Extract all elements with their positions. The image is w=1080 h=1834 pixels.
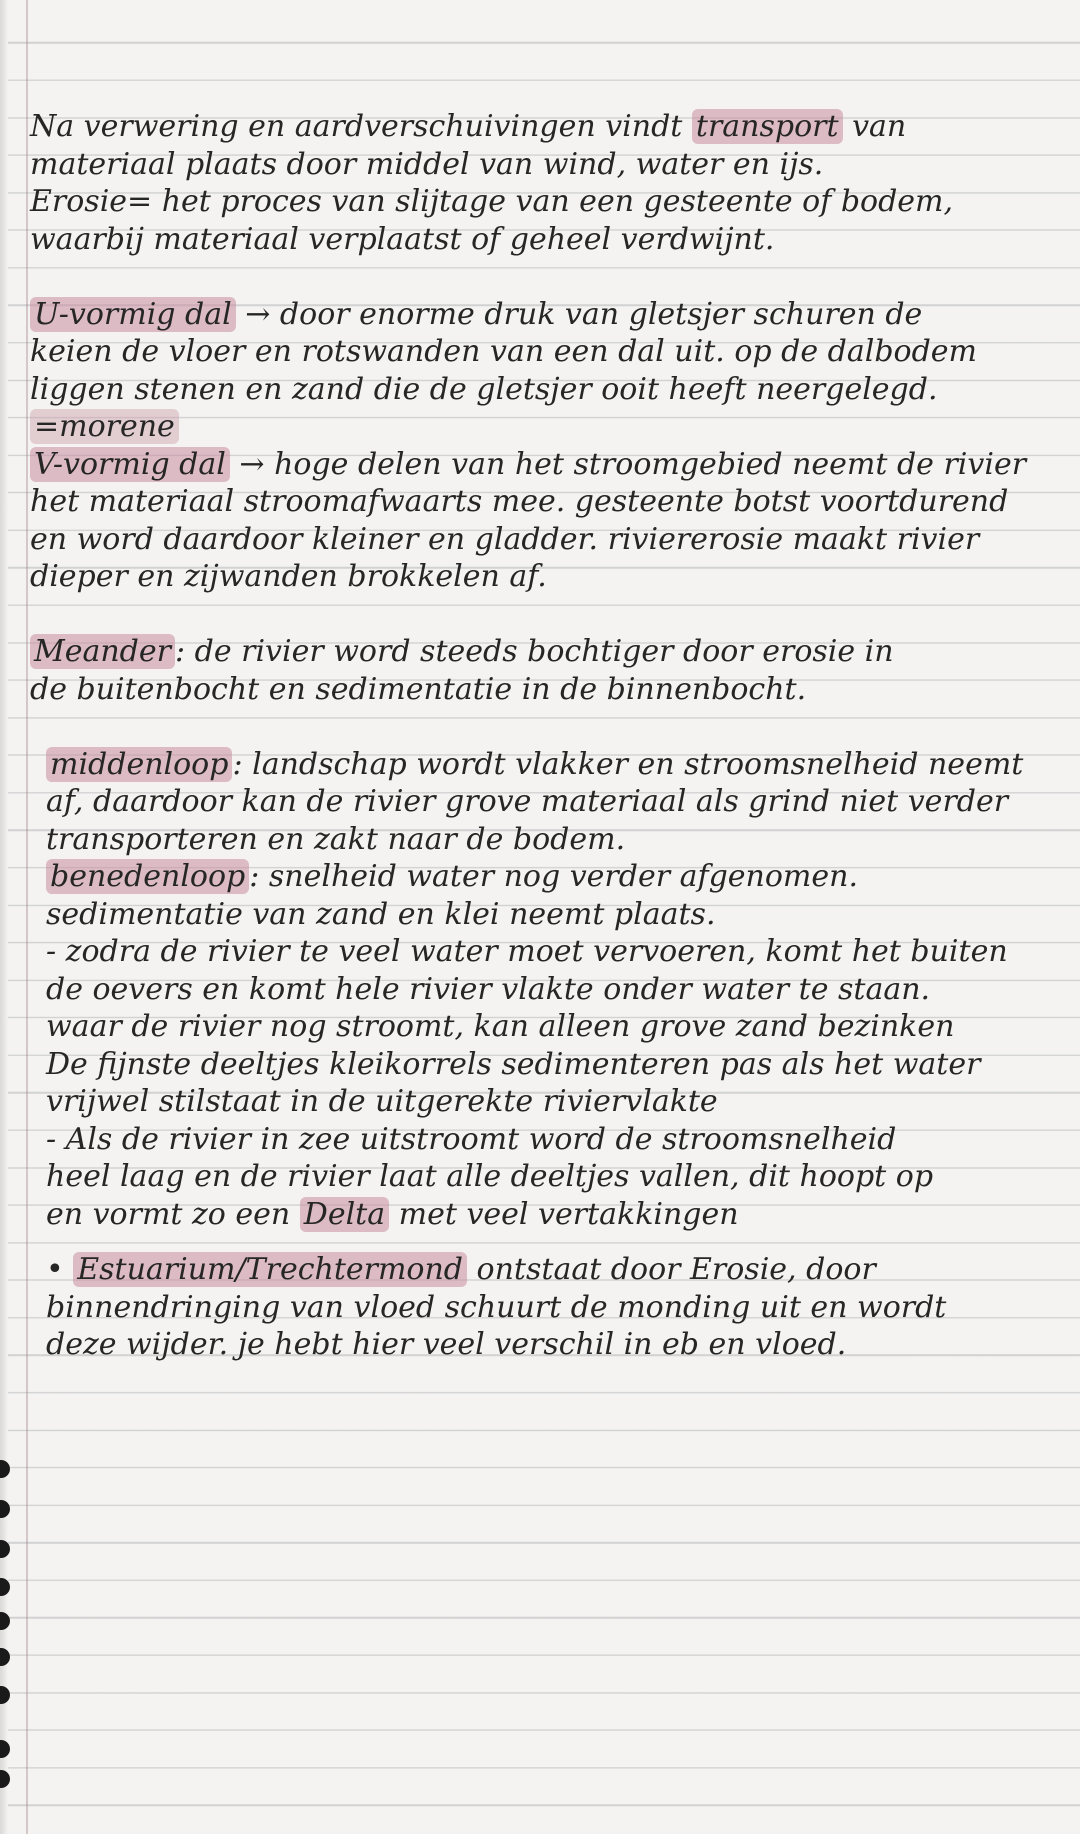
spacer <box>30 596 1065 634</box>
highlighted-term: V-vormig dal <box>30 447 230 482</box>
note-text: van <box>842 109 907 144</box>
handwritten-notes <box>30 108 1065 1364</box>
note-text: ontstaat door Erosie, door <box>467 1252 876 1287</box>
note-text: waarbij materiaal verplaatst of geheel verdwijnt. <box>30 221 775 257</box>
note-text: en vormt zo een <box>46 1196 300 1232</box>
binder-hole <box>0 1648 10 1666</box>
note-text: transporteren en zakt naar de bodem. <box>46 821 626 857</box>
note-line <box>30 671 1065 709</box>
binder-hole <box>0 1740 10 1758</box>
highlighted-term: Delta <box>300 1197 389 1232</box>
note-text: materiaal plaats door middel van wind, water en ijs. <box>30 146 824 182</box>
note-line <box>46 971 1065 1009</box>
note-line <box>46 1196 1065 1234</box>
note-line <box>46 821 1065 859</box>
spacer <box>30 258 1065 296</box>
note-line <box>30 408 1065 446</box>
note-line <box>30 371 1065 409</box>
note-line <box>30 296 1065 334</box>
note-line <box>46 783 1065 821</box>
binder-hole <box>0 1540 10 1558</box>
note-line <box>46 1326 1065 1364</box>
note-line <box>46 1251 1065 1289</box>
note-line <box>30 146 1065 184</box>
margin-line <box>26 0 28 1834</box>
note-text: af, daardoor kan de rivier grove materiaal als grind niet verder <box>46 784 1009 819</box>
note-text: : de rivier word steeds bochtiger door erosie in <box>174 634 894 669</box>
note-text: • <box>46 1252 74 1287</box>
note-text: de buitenbocht en sedimentatie in de binnenbocht. <box>30 671 807 707</box>
highlighted-term: =morene <box>30 409 179 444</box>
note-text: en word daardoor kleiner en gladder. riviererosie maakt rivier <box>30 521 980 557</box>
paragraph-u-vormig-dal <box>30 296 1065 446</box>
highlighted-term: transport <box>692 109 843 144</box>
note-text: - Als de rivier in zee uitstroomt word de stroomsnelheid <box>46 1121 897 1157</box>
note-line <box>46 896 1065 934</box>
spacer <box>30 708 1065 746</box>
note-text: de oevers en komt hele rivier vlakte onder water te staan. <box>46 971 931 1007</box>
note-text: De fijnste deeltjes kleikorrels sedimenteren pas als het water <box>46 1046 981 1082</box>
paragraph-estuarium <box>30 1251 1065 1364</box>
note-text: met veel vertakkingen <box>389 1196 739 1232</box>
note-text: : snelheid water nog verder afgenomen. <box>249 859 858 894</box>
note-line <box>46 746 1065 784</box>
highlighted-term: Meander <box>30 634 175 669</box>
note-text: vrijwel stilstaat in de uitgerekte riviervlakte <box>46 1084 718 1119</box>
paragraph-v-vormig-dal <box>30 446 1065 596</box>
note-text: heel laag en de rivier laat alle deeltjes vallen, dit hoopt op <box>46 1159 934 1194</box>
note-text: het materiaal stroomafwaarts mee. gesteente botst voortdurend <box>30 484 1009 519</box>
binder-hole <box>0 1460 10 1478</box>
note-line <box>30 333 1065 371</box>
note-line <box>30 521 1065 559</box>
highlighted-term: middenloop <box>46 747 232 782</box>
binder-hole <box>0 1612 10 1630</box>
note-line <box>46 1289 1065 1327</box>
note-line <box>30 483 1065 521</box>
note-text: waar de rivier nog stroomt, kan alleen grove zand bezinken <box>46 1009 955 1044</box>
note-line <box>46 1121 1065 1159</box>
note-line <box>30 183 1065 221</box>
note-text: → hoge delen van het stroomgebied neemt de rivier <box>229 446 1027 482</box>
note-line <box>30 221 1065 259</box>
note-line <box>46 858 1065 896</box>
note-line <box>46 933 1065 971</box>
note-text: binnendringing van vloed schuurt de monding uit en wordt <box>46 1289 947 1325</box>
note-text: Na verwering en aardverschuivingen vindt <box>30 109 692 144</box>
note-line <box>30 633 1065 671</box>
note-text: : landschap wordt vlakker en stroomsnelheid neemt <box>232 746 1024 782</box>
note-line <box>30 446 1065 484</box>
note-text: - zodra de rivier te veel water moet vervoeren, komt het buiten <box>46 934 1008 969</box>
note-line <box>30 558 1065 596</box>
highlighted-term: benedenloop <box>46 859 249 894</box>
binder-hole <box>0 1770 10 1788</box>
note-text: → door enorme druk van gletsjer schuren de <box>235 296 923 332</box>
note-line <box>46 1158 1065 1196</box>
note-line <box>46 1008 1065 1046</box>
note-text: liggen stenen en zand die de gletsjer ooit heeft neergelegd. <box>30 371 938 407</box>
paragraph-middenloop-benedenloop <box>30 746 1065 1234</box>
note-text: sedimentatie van zand en klei neemt plaats. <box>46 896 716 932</box>
highlighted-term: Estuarium/Trechtermond <box>73 1252 467 1287</box>
note-line <box>30 108 1065 146</box>
binder-hole <box>0 1578 10 1596</box>
page-edge <box>0 0 8 1834</box>
spacer <box>30 1233 1065 1251</box>
note-line <box>46 1083 1065 1121</box>
paragraph-transport-erosie <box>30 108 1065 258</box>
note-text: deze wijder. je hebt hier veel verschil in eb en vloed. <box>46 1327 847 1362</box>
binder-hole <box>0 1500 10 1518</box>
paragraph-meander <box>30 633 1065 708</box>
note-text: dieper en zijwanden brokkelen af. <box>30 559 547 594</box>
note-line <box>46 1046 1065 1084</box>
note-text: keien de vloer en rotswanden van een dal uit. op de dalbodem <box>30 334 978 369</box>
note-text: Erosie= het proces van slijtage van een gesteente of bodem, <box>30 184 954 219</box>
highlighted-term: U-vormig dal <box>30 297 236 332</box>
binder-hole <box>0 1686 10 1704</box>
